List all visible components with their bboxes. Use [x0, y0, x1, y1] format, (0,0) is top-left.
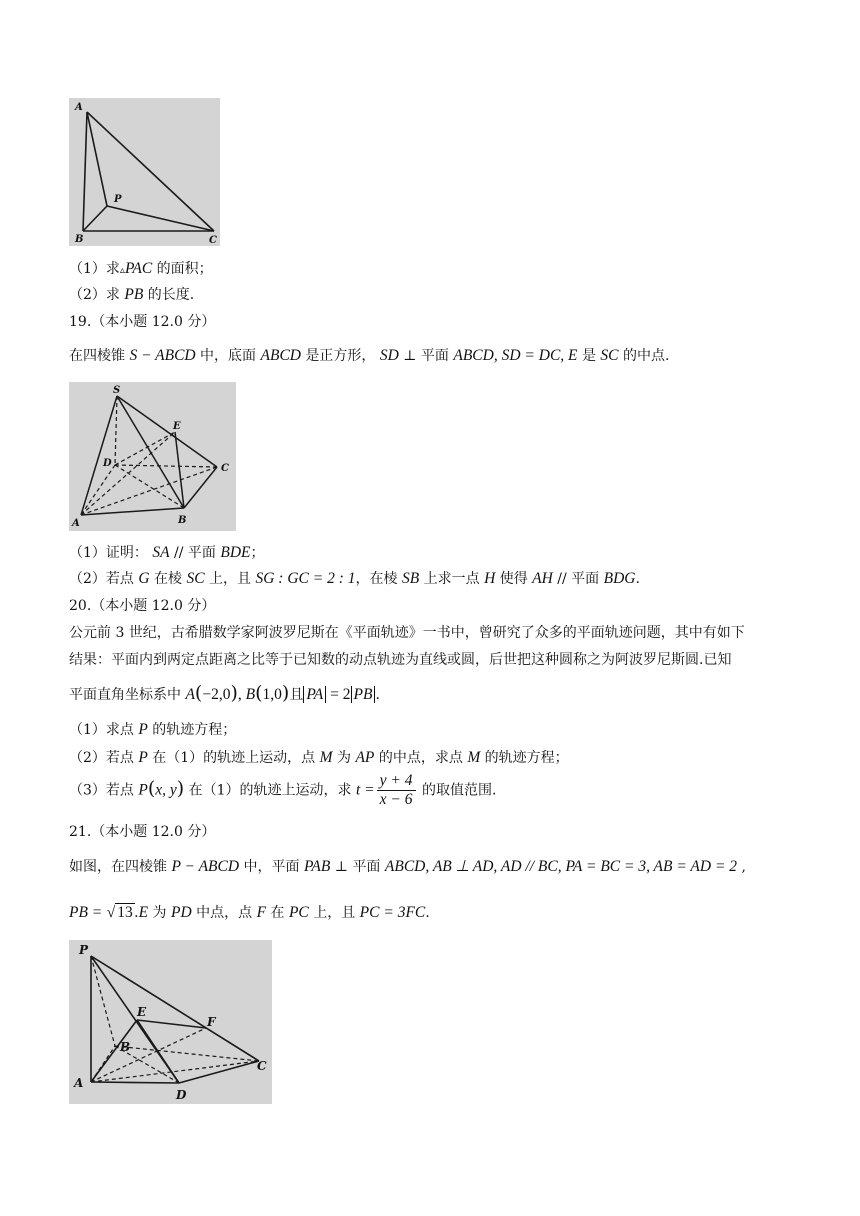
q19-p2-math: G — [138, 570, 150, 587]
q20-p1-text: （1）求点 — [69, 722, 139, 738]
perp-symbol: ⊥ — [330, 859, 353, 875]
sqrt-13: 13 — [117, 904, 133, 921]
q19-p2-math: H — [484, 570, 496, 587]
q19-stem-text: 是 — [577, 348, 601, 364]
q20-part-1 — [69, 719, 236, 739]
q19-p2-math: AH — [532, 570, 553, 587]
q19-stem — [69, 345, 669, 365]
q21-stem-line-2: PB = √ 13 .E 为 PD 中点，点 F 在 PC 上，且 PC = 3FC. — [69, 904, 430, 921]
q21-stem-text: 在 — [266, 905, 289, 921]
perp-symbol: ⊥ — [398, 348, 421, 364]
abs-pb: PB — [351, 686, 376, 703]
q21-header: 21.（本小题 12.0 分） — [69, 824, 216, 840]
q19-stem-math: SD — [379, 347, 399, 364]
q19-p2-text: 上，且 — [204, 571, 256, 587]
fig2-label-e: E — [173, 421, 181, 432]
q20-p2-text: 的轨迹方程； — [480, 750, 569, 766]
fig3-label-d: D — [176, 1088, 187, 1102]
q20-stem-line-3: 平面直角坐标系中 A(−2,0), B(1,0)且 PA = 2 PB . — [69, 682, 380, 704]
q20-p3-t: t = — [356, 781, 375, 799]
q19-p2-text: // 平面 — [552, 571, 604, 587]
fig3-label-c: C — [257, 1059, 267, 1073]
q20-p2-math: AP — [355, 749, 375, 766]
fig1-label-p: P — [114, 194, 122, 205]
fraction-t — [377, 772, 416, 809]
fig1-label-c: C — [209, 235, 217, 246]
pyramid-pabcd-diagram — [69, 940, 272, 1104]
q20-stem-eq: = 2 — [326, 686, 351, 703]
q21-stem-math: .E — [134, 904, 149, 921]
q19-p2-math: BDG — [603, 570, 636, 587]
fig3-label-e: E — [137, 1005, 147, 1019]
q19-stem-text: 在四棱锥 — [69, 348, 130, 364]
q19-part-2 — [69, 568, 640, 588]
q21-stem-text: 中点，点 — [191, 905, 257, 921]
q21-stem-math: PB = — [69, 904, 103, 921]
q20-header: 20.（本小题 12.0 分） — [69, 598, 216, 614]
point-a: A — [185, 686, 195, 703]
q21-stem-math: PD — [171, 904, 192, 921]
q18-part-2 — [69, 284, 194, 304]
q20-p1-math: P — [138, 721, 148, 738]
q19-stem-math: SC — [600, 347, 619, 364]
point-a-coords: −2,0 — [202, 686, 231, 703]
figure-pyramid-sabcd — [69, 382, 236, 531]
triangle-symbol: ▵ — [119, 265, 125, 276]
q20-stem-line-1: 公元前 3 世纪，古希腊数学家阿波罗尼斯在《平面轨迹》一书中，曾研究了众多的平面轨迹问题，其中有如下 — [69, 625, 745, 641]
q20-p2-text: 在（1）的轨迹上运动，点 — [147, 750, 320, 766]
figure-triangle-pac — [69, 98, 220, 246]
q21-stem-math: PC = 3FC — [359, 904, 426, 921]
q21-stem-text: 中，平面 — [239, 859, 304, 875]
q19-p2-text: ，在棱 — [355, 571, 402, 587]
q19-p2-text: （2）若点 — [69, 571, 139, 587]
q20-stem-text: 平面直角坐标系中 — [69, 687, 186, 703]
figure-pyramid-pabcd — [69, 940, 272, 1104]
q18-p1-pre: （1）求 — [69, 261, 120, 277]
fig2-label-b: B — [178, 515, 187, 526]
fig2-label-s: S — [113, 385, 121, 396]
fig1-label-b: B — [75, 234, 84, 245]
abs-pa: PA — [303, 686, 326, 703]
fig2-label-c: C — [221, 463, 229, 474]
q19-header: 19.（本小题 12.0 分） — [69, 314, 216, 330]
q18-p1-post: 的面积； — [152, 261, 213, 277]
q20-stem-line-2: 结果：平面内到两定点距离之比等于已知数的动点轨迹为直线或圆，后世把这种圆称之为阿波罗尼斯圆.已知 — [69, 652, 732, 668]
q20-stem-text: . — [375, 687, 380, 703]
q21-stem-math: PAB — [303, 858, 331, 875]
fraction-numerator: y + 4 — [377, 772, 416, 791]
point-b-coords: 1,0 — [262, 686, 282, 703]
q20-p2-text: 的中点，求点 — [374, 750, 468, 766]
q19-p1-math: SA — [152, 544, 170, 561]
pyramid-diagram — [69, 382, 236, 531]
q19-stem-math: ABCD, SD = DC, E — [453, 347, 578, 364]
q19-stem-math: S − ABCD — [129, 347, 196, 364]
q20-part-3: （3）若点 P(x, y) 在（1）的轨迹上运动，求 t = $\frac{y + 4}{x - 6}$ 的取值范围. — [69, 772, 497, 808]
q18-p2-math: PB — [124, 286, 144, 303]
q20-p2-math: M — [319, 749, 333, 766]
point-b: B — [245, 686, 256, 703]
q20-p2-text: （2）若点 — [69, 750, 139, 766]
q19-p1-text: （1）证明： — [69, 545, 153, 561]
q21-stem-text: , — [737, 859, 746, 875]
q20-p2-text: 为 — [332, 750, 356, 766]
q18-part-1 — [69, 258, 213, 278]
q18-p2-post: 的长度. — [143, 287, 195, 303]
q20-p3-math: P — [138, 781, 148, 799]
q19-p1-text: // 平面 — [169, 545, 221, 561]
q21-stem-math: F — [256, 904, 267, 921]
q19-stem-text: 中，底面 — [195, 348, 261, 364]
q20-p3-text: （3）若点 — [69, 782, 139, 799]
q19-p2-text: 在棱 — [149, 571, 187, 587]
q20-stem-text: 且 — [289, 687, 304, 703]
q19-p2-math: SG : GC = 2 : 1 — [255, 570, 356, 587]
q18-p2-pre: （2）求 — [69, 287, 125, 303]
q19-p2-text: . — [635, 571, 640, 587]
fig2-label-a: A — [72, 518, 80, 529]
q21-stem-text: 如图，在四棱锥 — [69, 859, 172, 875]
q19-p2-math: SB — [401, 570, 420, 587]
q20-p2-math: M — [467, 749, 481, 766]
fig3-label-p: P — [79, 943, 89, 957]
q19-stem-text: 是正方形， — [300, 348, 380, 364]
q19-p2-text: 上求一点 — [419, 571, 485, 587]
fraction-denominator: x − 6 — [379, 791, 413, 808]
q19-p2-math: SC — [186, 570, 205, 587]
q21-stem-line-1 — [69, 856, 746, 876]
q19-stem-text: 的中点. — [618, 348, 670, 364]
q20-p2-math: P — [138, 749, 148, 766]
q21-stem-text: . — [425, 905, 430, 921]
q18-p1-math: PAC — [124, 260, 153, 277]
q21-stem-text: 上，且 — [308, 905, 360, 921]
q19-part-1 — [69, 542, 265, 562]
q20-p3-text: 在（1）的轨迹上运动，求 — [184, 782, 356, 799]
fig3-label-a: A — [74, 1076, 84, 1090]
q21-stem-text: 为 — [148, 905, 171, 921]
q19-p1-math: BDE — [220, 544, 251, 561]
q19-stem-math: ABCD — [260, 347, 301, 364]
q21-stem-math: PC — [288, 904, 309, 921]
q19-p1-text: ； — [250, 545, 265, 561]
q19-p2-text: 使得 — [495, 571, 533, 587]
q21-stem-text: 平面 — [352, 859, 385, 875]
fig3-label-f: F — [207, 1015, 216, 1029]
q20-p1-text: 的轨迹方程； — [147, 722, 237, 738]
q20-p3-text: 的取值范围. — [417, 782, 497, 799]
triangle-diagram — [69, 98, 220, 246]
q20-part-2 — [69, 747, 569, 767]
q20-p3-args: x, y — [155, 781, 177, 799]
fig3-label-b: B — [120, 1040, 131, 1054]
q21-stem-math: P − ABCD — [171, 858, 240, 875]
fig1-label-a: A — [75, 102, 83, 113]
q19-stem-text: 平面 — [420, 348, 454, 364]
q21-stem-math: ABCD, AB ⊥ AD, AD // BC, PA = BC = 3, AB = AD = 2 — [384, 858, 738, 875]
fig2-label-d: D — [103, 458, 112, 469]
